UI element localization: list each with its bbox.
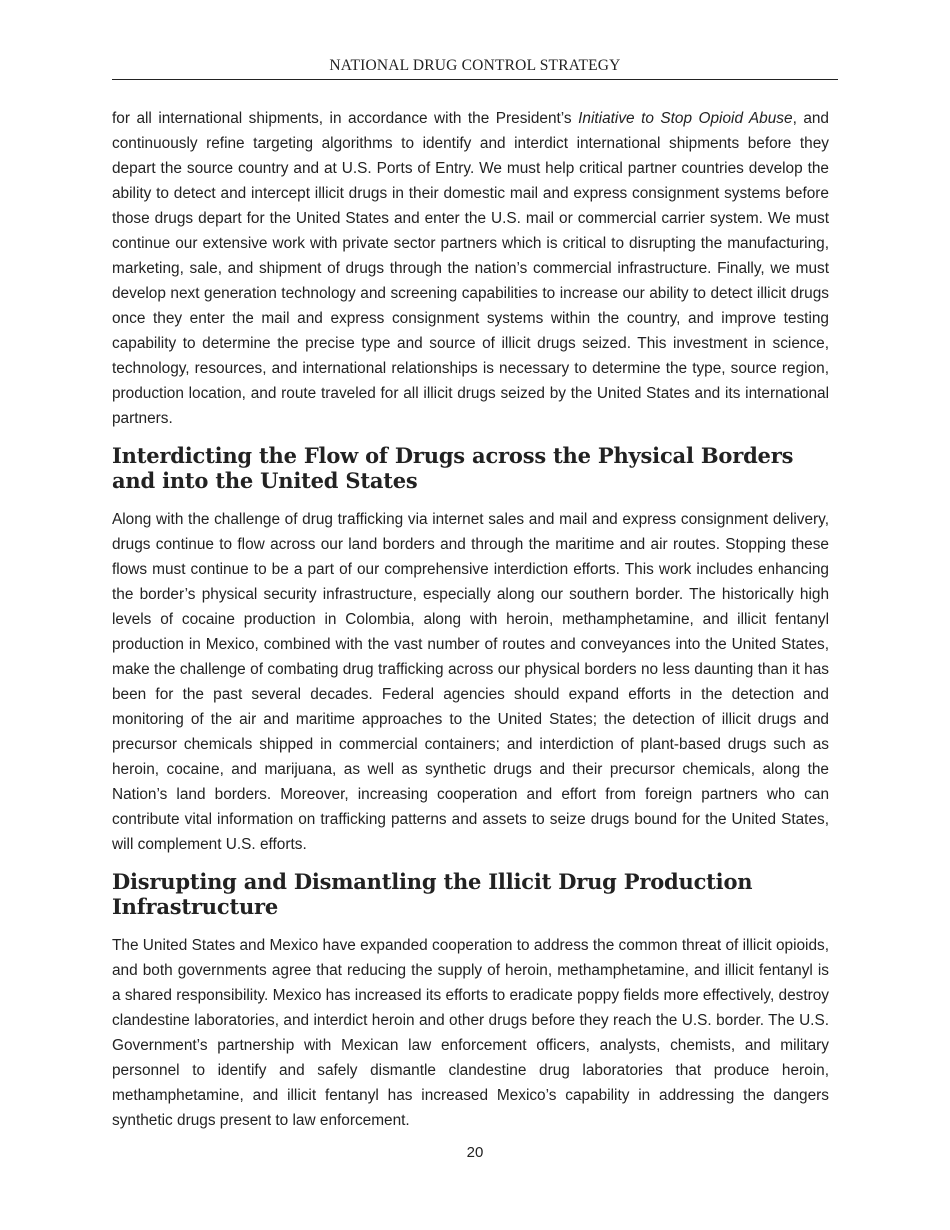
intro-text-end: , and continuously refine targeting algorithms to identify and interdict international shipments before they depart the source country and at U.S. Ports of Entry. We must help critical partner countries develop the ability to detect and intercept illicit drugs in their domestic mail and express consignment systems before those drugs depart for the United States and enter the U.S. mail or commercial carrier system. We must continue our extensive work with private sector partners which is critical to disrupting the manufacturing, marketing, sale, and shipment of drugs through the nation’s commercial infrastructure. Finally, we must develop next generation technology and screening capabilities to increase our ability to detect illicit drugs once they enter the mail and express consignment systems within the country, and improve testing capability to determine the precise type and source of illicit drugs seized. This investment in science, technology, resources, and international relationships is necessary to determine the type, source region, production location, and route traveled for all illicit drugs seized by the United States and its international partners. <box>112 110 829 427</box>
running-header: NATIONAL DRUG CONTROL STRATEGY <box>329 57 621 74</box>
section-body-disrupting: The United States and Mexico have expanded cooperation to address the common threat of illicit opioids, and both governments agree that reducing the supply of heroin, methamphetamine, and illicit fentanyl is a shared responsibility. Mexico has increased its efforts to eradicate poppy fields more effectively, destroy clandestine laboratories, and interdict heroin and other drugs before they reach the U.S. border. The U.S. Government’s partnership with Mexican law enforcement officers, analysts, chemists, and military personnel to identify and safely dismantle clandestine drug laboratories that produce heroin, methamphetamine, and illicit fentanyl has increased Mexico’s capability in addressing the dangers synthetic drugs present to law enforcement. <box>112 937 829 1129</box>
page-number: 20 <box>466 1144 484 1161</box>
intro-text-start: for all international shipments, in accordance with the President’s <box>112 110 579 127</box>
section-heading-disrupting: Disrupting and Dismantling the Illicit Drug Production Infrastructure <box>112 869 753 919</box>
header-divider <box>112 79 838 80</box>
initiative-title: Initiative to Stop Opioid Abuse <box>578 110 793 127</box>
section-body-interdicting: Along with the challenge of drug trafficking via internet sales and mail and express consignment delivery, drugs continue to flow across our land borders and through the maritime and air routes. Stopping these flows must continue to be a part of our comprehensive interdiction efforts. This work includes enhancing the border’s physical security infrastructure, especially along our southern border. The historically high levels of cocaine production in Colombia, along with heroin, methamphetamine, and illicit fentanyl production in Mexico, combined with the vast number of routes and conveyances into the United States, make the challenge of combating drug trafficking across our physical borders no less daunting than it has been for the past several decades. Federal agencies should expand efforts in the detection and monitoring of the air and maritime approaches to the United States; the detection of illicit drugs and precursor chemicals shipped in commercial containers; and interdiction of plant-based drugs such as heroin, cocaine, and marijuana, as well as synthetic drugs and their precursor chemicals, along the Nation’s land borders. Moreover, increasing cooperation and effort from foreign partners who can contribute vital information on trafficking patterns and assets to seize drugs bound for the United States, will complement U.S. efforts. <box>112 511 829 853</box>
page-body <box>112 106 829 1133</box>
section-heading-interdicting: Interdicting the Flow of Drugs across the Physical Borders and into the United States <box>112 443 794 493</box>
intro-paragraph <box>112 106 829 431</box>
